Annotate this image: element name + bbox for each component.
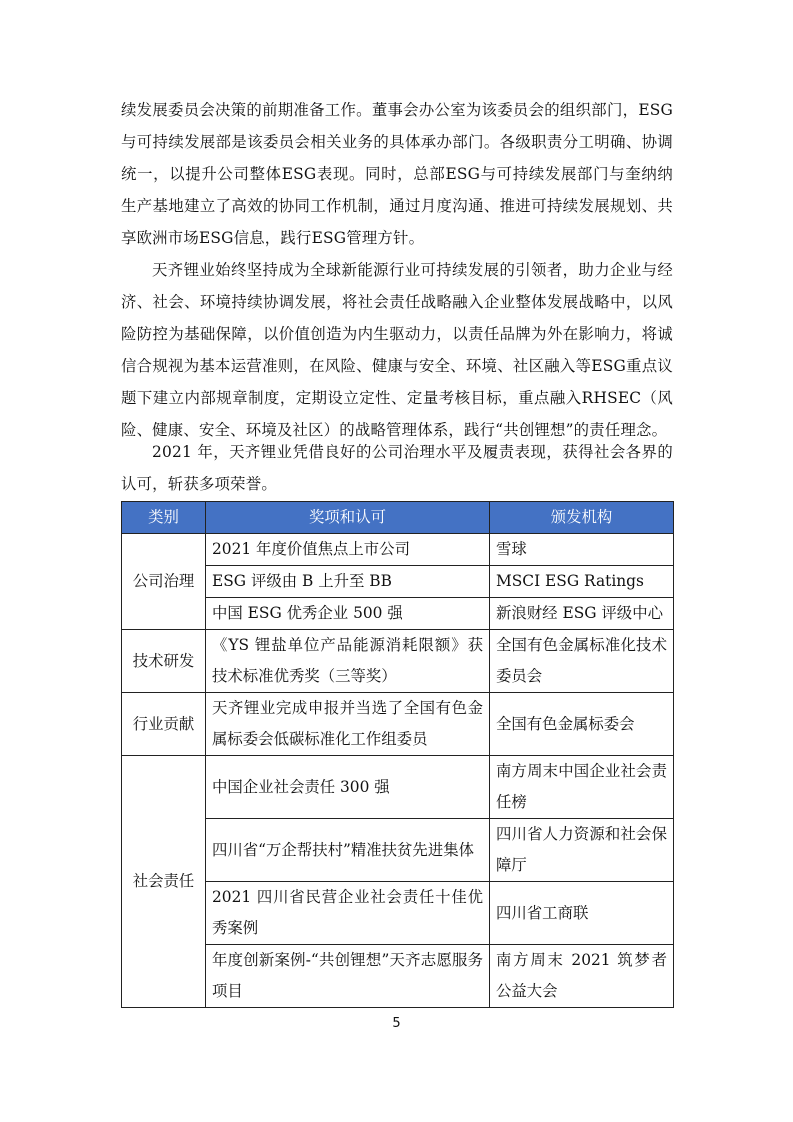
- issuer-cell: 四川省工商联: [490, 882, 674, 945]
- category-cell: 技术研发: [122, 630, 206, 693]
- category-cell: 行业贡献: [122, 693, 206, 756]
- table-row: [122, 693, 674, 756]
- page-number: 5: [392, 1016, 401, 1031]
- issuer-cell: 雪球: [490, 534, 674, 566]
- issuer-cell: 全国有色金属标委会: [490, 693, 674, 756]
- category-cell: 公司治理: [122, 534, 206, 630]
- paragraph-committee-structure: 续发展委员会决策的前期准备工作。董事会办公室为该委员会的组织部门，ESG与可持续发展部是该委员会相关业务的具体承办部门。各级职责分工明确、协调统一，以提升公司整体ESG表现。同时，总部ESG与可持续发展部门与奎纳纳生产基地建立了高效的协同工作机制，通过月度沟通、推进可持续发展规划、共享欧洲市场ESG信息，践行ESG管理方针。: [121, 101, 673, 247]
- award-cell: 2021 四川省民营企业社会责任十佳优秀案例: [206, 882, 490, 945]
- table-row: [122, 534, 674, 566]
- award-cell: 年度创新案例-“共创锂想”天齐志愿服务项目: [206, 945, 490, 1008]
- table-header-row: [122, 502, 674, 534]
- award-cell: 四川省“万企帮扶村”精准扶贫先进集体: [206, 819, 490, 882]
- issuer-cell: 新浪财经 ESG 评级中心: [490, 598, 674, 630]
- header-category: 类别: [122, 502, 206, 534]
- issuer-cell: 南方周末 2021 筑梦者公益大会: [490, 945, 674, 1008]
- award-cell: 中国企业社会责任 300 强: [206, 756, 490, 819]
- issuer-cell: 全国有色金属标准化技术委员会: [490, 630, 674, 693]
- header-award: 奖项和认可: [206, 502, 490, 534]
- table-row: [122, 756, 674, 819]
- table-row: [122, 630, 674, 693]
- paragraph-honors-intro: 2021 年，天齐锂业凭借良好的公司治理水平及履责表现，获得社会各界的认可，斩获多项荣誉。: [121, 443, 673, 493]
- paragraph-csr-strategy: 天齐锂业始终坚持成为全球新能源行业可持续发展的引领者，助力企业与经济、社会、环境持续协调发展，将社会责任战略融入企业整体发展战略中，以风险防控为基础保障，以价值创造为内生驱动力，以责任品牌为外在影响力，将诚信合规视为基本运营准则，在风险、健康与安全、环境、社区融入等ESG重点议题下建立内部规章制度，定期设立定性、定量考核目标，重点融入RHSEC（风险、健康、安全、环境及社区）的战略管理体系，践行“共创锂想”的责任理念。: [121, 261, 673, 439]
- award-cell: 天齐锂业完成申报并当选了全国有色金属标委会低碳标准化工作组委员: [206, 693, 490, 756]
- issuer-cell: 四川省人力资源和社会保障厅: [490, 819, 674, 882]
- header-issuer: 颁发机构: [490, 502, 674, 534]
- award-cell: 2021 年度价值焦点上市公司: [206, 534, 490, 566]
- award-cell: ESG 评级由 B 上升至 BB: [206, 566, 490, 598]
- issuer-cell: 南方周末中国企业社会责任榜: [490, 756, 674, 819]
- award-cell: 中国 ESG 优秀企业 500 强: [206, 598, 490, 630]
- category-cell: 社会责任: [122, 756, 206, 1008]
- award-cell: 《YS 锂盐单位产品能源消耗限额》获技术标准优秀奖（三等奖）: [206, 630, 490, 693]
- issuer-cell: MSCI ESG Ratings: [490, 566, 674, 598]
- awards-table: [121, 501, 674, 1008]
